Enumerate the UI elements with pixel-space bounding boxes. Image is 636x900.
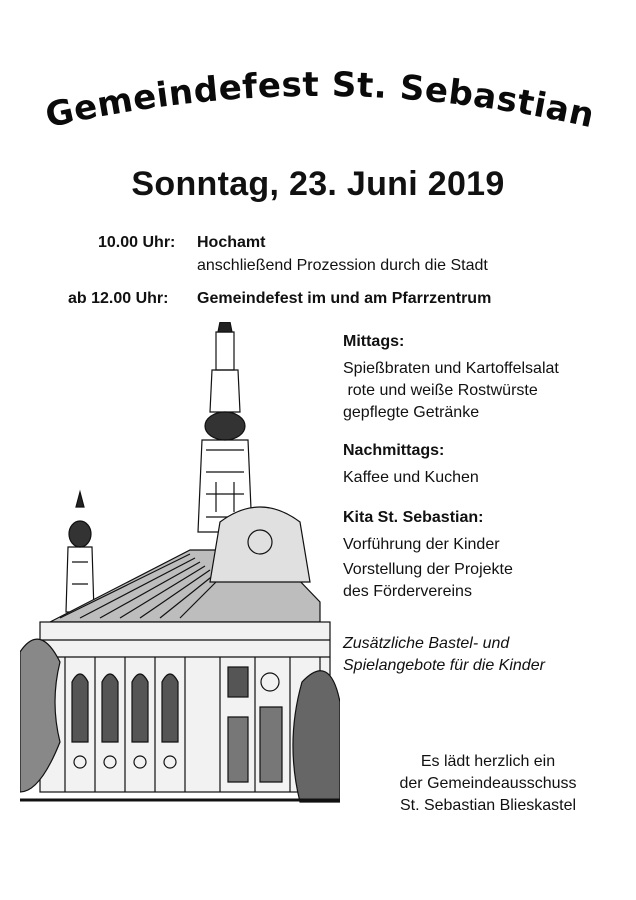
- kita-heading: Kita St. Sebastian:: [343, 509, 484, 526]
- mittags-heading: Mittags:: [343, 333, 405, 350]
- mass-note: anschließend Prozession durch die Stadt: [197, 257, 488, 274]
- nachmittags-heading: Nachmittags:: [343, 442, 445, 459]
- section-kita: [343, 509, 623, 603]
- kita-line: Vorstellung der Projekte: [343, 561, 513, 578]
- church-door: [260, 707, 282, 782]
- fest-title: Gemeindefest im und am Pfarrzentrum: [197, 290, 492, 307]
- nachmittags-line: Kaffee und Kuchen: [343, 469, 479, 486]
- invitation-line: der Gemeindeausschuss: [399, 775, 577, 792]
- tower-lantern: [210, 370, 240, 412]
- tower-top: [216, 332, 234, 370]
- invitation: [370, 751, 606, 817]
- mittags-line: rote und weiße Rostwürste: [343, 382, 538, 399]
- title-textpath: Gemeindefest St. Sebastian: [41, 64, 599, 135]
- facade-gable: [210, 507, 310, 582]
- page-title: [0, 40, 636, 135]
- kita-line: Vorführung der Kinder: [343, 536, 500, 553]
- mass-title: Hochamt: [197, 234, 266, 251]
- invitation-line: St. Sebastian Blieskastel: [399, 797, 577, 814]
- mittags-line: Spießbraten und Kartoffelsalat: [343, 360, 559, 377]
- section-nachmittags: [343, 442, 623, 489]
- section-extra: [343, 633, 623, 677]
- tower-dome: [205, 412, 245, 440]
- tree-right: [293, 671, 340, 802]
- church-illustration: [20, 322, 340, 810]
- extra-line: Zusätzliche Bastel- und: [343, 635, 510, 652]
- title-text: [42, 65, 598, 135]
- fest-time: ab 12.00 Uhr:: [68, 290, 169, 307]
- mass-time: 10.00 Uhr:: [98, 234, 176, 251]
- kita-line: des Fördervereins: [343, 583, 472, 600]
- invitation-line: Es lädt herzlich ein: [420, 753, 556, 770]
- mittags-line: gepflegte Getränke: [343, 404, 480, 421]
- event-date: Sonntag, 23. Juni 2019: [131, 165, 505, 203]
- section-mittags: [343, 333, 623, 424]
- extra-line: Spielangebote für die Kinder: [343, 657, 545, 674]
